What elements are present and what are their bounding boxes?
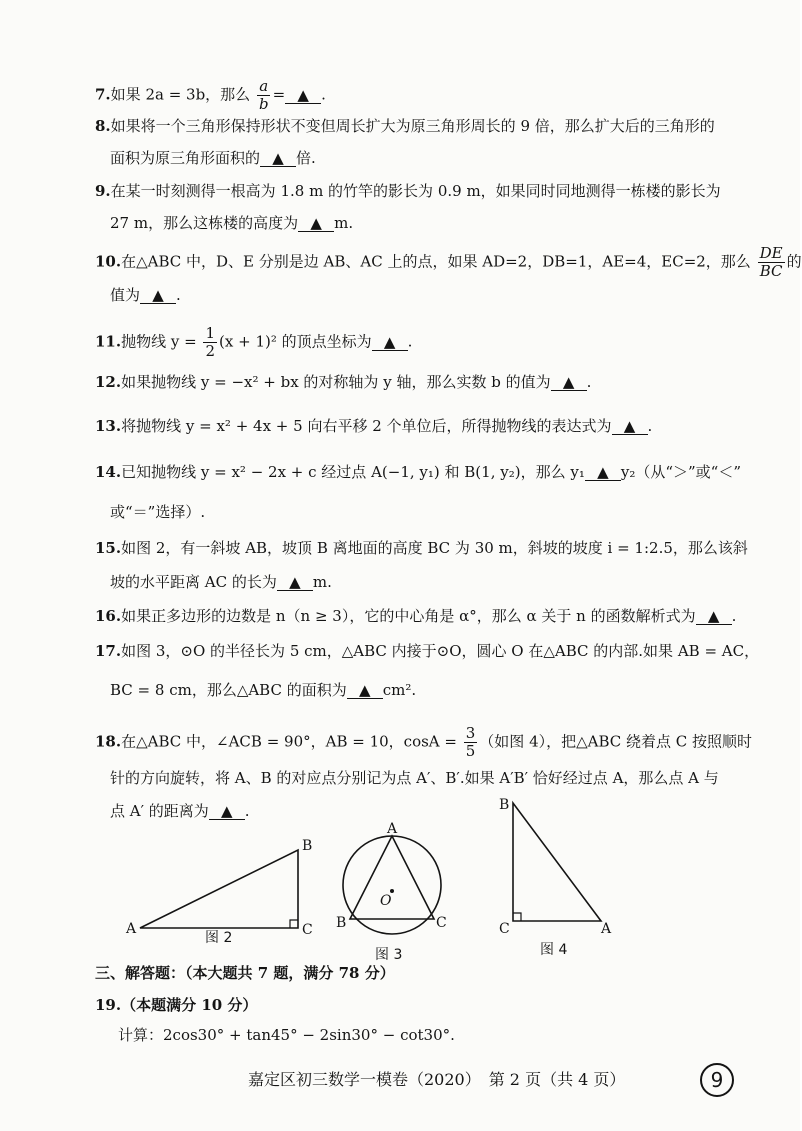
question-12: 12.如果抛物线 y = −x² + bx 的对称轴为 y 轴，那么实数 b 的值为 ▲ . (95, 373, 592, 391)
question-15-line-2: 坡的水平距离 AC 的长为 ▲ m. (110, 573, 332, 591)
answer-blank: ▲ (209, 803, 245, 820)
answer-blank: ▲ (551, 374, 587, 391)
page-footer: 嘉定区初三数学一模卷（2020） 第 2 页（共 4 页） (248, 1070, 626, 1089)
fig2-label-c: C (302, 922, 313, 938)
question-8-line-1: 8.如果将一个三角形保持形状不变但周长扩大为原三角形周长的 9 倍，那么扩大后的三角形的 (95, 117, 715, 135)
question-11: 11.抛物线 y = $\frac{1}{2}$ (x + 1)² 的顶点坐标为 ▲ . (95, 324, 413, 360)
answer-blank: ▲ (612, 418, 648, 435)
section-3-heading: 三、解答题：（本大题共 7 题，满分 78 分） (95, 964, 395, 982)
question-9-line-2: 27 m，那么这栋楼的高度为 ▲ m. (110, 214, 354, 232)
fig4-label-a: A (601, 921, 612, 937)
fig3-label-b: B (336, 915, 347, 931)
fig2-label-b: B (302, 838, 313, 854)
question-10-line-2: 值为 ▲ . (110, 286, 181, 304)
answer-blank: ▲ (285, 87, 321, 104)
question-17-line-1: 17.如图 3，⊙O 的半径长为 5 cm，△ABC 内接于⊙O，圆心 O 在△ABC 的内部.如果 AB = AC， (95, 642, 760, 660)
fig3-label-a: A (387, 821, 398, 837)
question-18-line-3: 点 A′ 的距离为 ▲ . (110, 802, 250, 820)
figure-2-caption: 图 2 (205, 930, 233, 946)
question-9-line-1: 9.在某一时刻测得一根高为 1.8 m 的竹竿的影长为 0.9 m，如果同时同地测得一栋楼的影长为 (95, 182, 721, 200)
figure-4-right-triangle (495, 795, 620, 940)
fig4-label-c: C (499, 921, 510, 937)
figure-3-caption: 图 3 (375, 947, 403, 963)
question-18-line-1: 18.在△ABC 中，∠ACB = 90°，AB = 10，cosA = $\frac{3}{5}$ （如图 4），把△ABC 绕着点 C 按照顺时 (95, 724, 753, 760)
page-badge: 9 (700, 1063, 734, 1097)
question-19-calculation: 计算：2cos30° + tan45° − 2sin30° − cot30°. (118, 1026, 455, 1044)
question-18-line-2: 针的方向旋转，将 A、B 的对应点分别记为点 A′、B′.如果 A′B′ 恰好经过点 A，那么点 A 与 (110, 769, 719, 787)
question-19-heading: 19.（本题满分 10 分） (95, 996, 258, 1014)
fraction-one-half: $\frac{1}{2}$ (205, 324, 216, 360)
answer-blank: ▲ (298, 215, 334, 232)
answer-blank: ▲ (260, 150, 296, 167)
answer-blank: ▲ (347, 682, 383, 699)
fig3-label-c: C (436, 915, 447, 931)
answer-blank: ▲ (277, 574, 313, 591)
fraction-three-fifths: $\frac{3}{5}$ (465, 724, 476, 760)
question-15-line-1: 15.如图 2，有一斜坡 AB，坡顶 B 离地面的高度 BC 为 30 m，斜坡的坡度 i = 1:2.5，那么该斜 (95, 539, 748, 557)
answer-blank: ▲ (140, 287, 176, 304)
figure-4-caption: 图 4 (540, 942, 568, 958)
question-14-line-1: 14.已知抛物线 y = x² − 2x + c 经过点 A(−1, y₁) 和 B(1, y₂)，那么 y₁ ▲ y₂（从“＞”或“＜” (95, 463, 742, 481)
fig4-label-b: B (499, 797, 510, 813)
answer-blank: ▲ (696, 608, 732, 625)
answer-blank: ▲ (585, 464, 621, 481)
question-16: 16.如果正多边形的边数是 n（n ≥ 3），它的中心角是 α°，那么 α 关于 n 的函数解析式为 ▲ . (95, 607, 737, 625)
fig2-label-a: A (126, 921, 137, 937)
question-8-line-2: 面积为原三角形面积的 ▲ 倍. (110, 149, 316, 167)
question-7: 7.如果 2a = 3b，那么 $\frac{a}{b}$ = ▲ . (95, 77, 326, 113)
question-14-line-2: 或“＝”选择）. (110, 503, 206, 521)
answer-blank: ▲ (372, 334, 408, 351)
fraction-a-over-b: $\frac{a}{b}$ (258, 77, 269, 113)
fig3-label-o: O (380, 893, 392, 909)
question-13: 13.将抛物线 y = x² + 4x + 5 向右平移 2 个单位后，所得抛物线的表达式为 ▲ . (95, 417, 653, 435)
question-10-line-1: 10.在△ABC 中，D、E 分别是边 AB、AC 上的点，如果 AD=2，DB=1，AE=4，EC=2，那么 $\frac{DE}{BC}$ 的 (95, 244, 802, 280)
question-17-line-2: BC = 8 cm，那么△ABC 的面积为 ▲ cm². (110, 681, 417, 699)
fraction-de-over-bc: $\frac{DE}{BC}$ (759, 244, 783, 280)
figure-3-inscribed-triangle (330, 815, 460, 945)
